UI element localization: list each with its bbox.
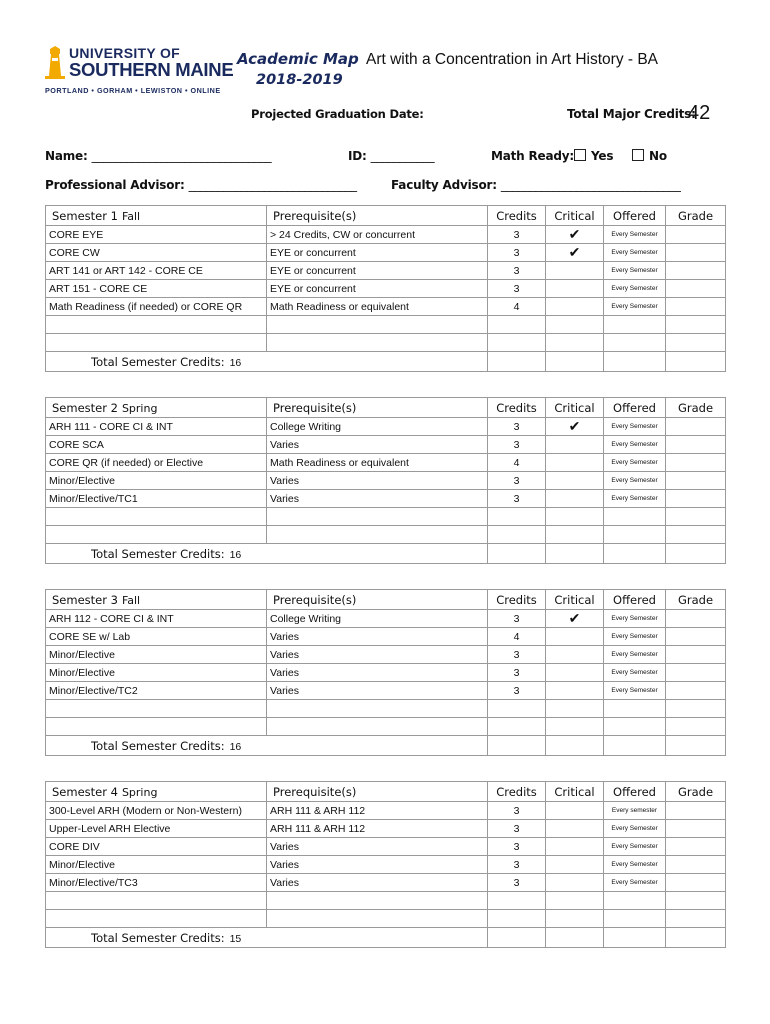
course-cell: 300-Level ARH (Modern or Non-Western) — [46, 802, 267, 820]
name-label — [45, 149, 271, 163]
critical-check-icon — [546, 682, 604, 700]
total-value: 16 — [229, 356, 242, 369]
prereq-cell: Varies — [267, 628, 488, 646]
blank-course-cell[interactable] — [46, 316, 267, 334]
grade-cell[interactable] — [666, 226, 726, 244]
semester-season: Fall — [121, 209, 141, 223]
credits-cell: 4 — [488, 298, 546, 316]
offered-cell: Every Semester — [604, 664, 666, 682]
blank-credits-cell[interactable] — [488, 334, 546, 352]
semester-season: Fall — [121, 593, 141, 607]
offered-cell: Every Semester — [604, 490, 666, 508]
credits-cell: 3 — [488, 820, 546, 838]
id-label-text: ID: — [348, 149, 367, 163]
offered-cell: Every Semester — [604, 874, 666, 892]
offered-header: Offered — [604, 206, 666, 226]
semester-title — [46, 782, 267, 802]
program-title: Art with a Concentration in Art History - BA — [366, 51, 659, 68]
offered-cell: Every Semester — [604, 820, 666, 838]
semester-season: Spring — [121, 785, 158, 799]
offered-cell: Every Semester — [604, 262, 666, 280]
semester-table — [45, 781, 726, 948]
critical-check-icon — [546, 646, 604, 664]
projected-graduation-label: Projected Graduation Date: — [251, 107, 424, 121]
yes-label: Yes — [591, 149, 614, 163]
blank-row — [46, 910, 726, 928]
critical-check-icon — [546, 472, 604, 490]
credits-cell: 3 — [488, 436, 546, 454]
course-row — [46, 436, 726, 454]
blank-grade-cell[interactable] — [666, 526, 726, 544]
course-cell: ART 151 - CORE CE — [46, 280, 267, 298]
course-row — [46, 802, 726, 820]
credits-cell: 3 — [488, 610, 546, 628]
blank-prereq-cell[interactable] — [267, 892, 488, 910]
course-cell: Minor/Elective — [46, 664, 267, 682]
grade-cell[interactable] — [666, 838, 726, 856]
offered-cell: Every Semester — [604, 646, 666, 664]
total-row — [46, 736, 726, 756]
offered-cell: Every Semester — [604, 280, 666, 298]
offered-cell: Every Semester — [604, 226, 666, 244]
blank-critical-cell[interactable] — [546, 526, 604, 544]
blank-critical-cell[interactable] — [546, 910, 604, 928]
total-semester-credits — [46, 928, 488, 948]
critical-check-icon — [546, 628, 604, 646]
professional-advisor-field[interactable]: _____________________________ — [188, 178, 357, 192]
critical-check-icon — [546, 262, 604, 280]
offered-cell: Every semester — [604, 802, 666, 820]
table-header-row — [46, 398, 726, 418]
blank-prereq-cell[interactable] — [267, 910, 488, 928]
blank-offered-cell[interactable] — [604, 892, 666, 910]
total-row — [46, 544, 726, 564]
course-cell: Minor/Elective/TC1 — [46, 490, 267, 508]
course-cell: CORE DIV — [46, 838, 267, 856]
blank-offered-cell[interactable] — [604, 508, 666, 526]
prereq-cell: EYE or concurrent — [267, 262, 488, 280]
blank-grade-cell[interactable] — [666, 334, 726, 352]
blank-critical-cell[interactable] — [546, 508, 604, 526]
blank-offered-cell[interactable] — [604, 910, 666, 928]
prereq-cell: Varies — [267, 874, 488, 892]
course-cell: CORE SE w/ Lab — [46, 628, 267, 646]
course-cell: ARH 112 - CORE CI & INT — [46, 610, 267, 628]
course-cell: ARH 111 - CORE CI & INT — [46, 418, 267, 436]
course-row — [46, 682, 726, 700]
total-label: Total Semester Credits: — [91, 930, 225, 945]
course-cell: Math Readiness (if needed) or CORE QR — [46, 298, 267, 316]
blank-credits-cell[interactable] — [488, 910, 546, 928]
prereq-cell: ARH 111 & ARH 112 — [267, 820, 488, 838]
grade-header: Grade — [666, 206, 726, 226]
credits-cell: 3 — [488, 490, 546, 508]
grade-header: Grade — [666, 782, 726, 802]
blank-offered-cell[interactable] — [604, 316, 666, 334]
offered-cell: Every Semester — [604, 856, 666, 874]
course-cell: CORE CW — [46, 244, 267, 262]
no-label: No — [649, 149, 667, 163]
blank-row — [46, 316, 726, 334]
prereq-header: Prerequisite(s) — [267, 590, 488, 610]
usm-lighthouse-icon — [45, 46, 65, 80]
critical-header: Critical — [546, 590, 604, 610]
academic-year: 2018-2019 — [256, 72, 343, 88]
course-row — [46, 856, 726, 874]
logo-campuses: PORTLAND • GORHAM • LEWISTON • ONLINE — [45, 86, 221, 95]
course-cell: Minor/Elective/TC3 — [46, 874, 267, 892]
grade-cell[interactable] — [666, 280, 726, 298]
blank-grade-cell[interactable] — [666, 316, 726, 334]
grade-cell[interactable] — [666, 856, 726, 874]
blank-critical-cell[interactable] — [546, 700, 604, 718]
grade-cell[interactable] — [666, 802, 726, 820]
total-critical-cell — [546, 352, 604, 372]
offered-cell: Every Semester — [604, 472, 666, 490]
blank-row — [46, 334, 726, 352]
name-label-text: Name: — [45, 149, 88, 163]
name-field[interactable]: _______________________________ — [91, 149, 272, 163]
prereq-cell: Varies — [267, 436, 488, 454]
semester-title — [46, 398, 267, 418]
offered-cell: Every Semester — [604, 628, 666, 646]
prereq-header: Prerequisite(s) — [267, 206, 488, 226]
critical-check-icon — [546, 298, 604, 316]
semester-season: Spring — [121, 401, 158, 415]
total-offered-cell — [604, 544, 666, 564]
credits-cell: 3 — [488, 262, 546, 280]
credits-cell: 3 — [488, 874, 546, 892]
critical-header: Critical — [546, 206, 604, 226]
credits-header: Credits — [488, 206, 546, 226]
table-header-row — [46, 782, 726, 802]
course-cell: Minor/Elective/TC2 — [46, 682, 267, 700]
blank-grade-cell[interactable] — [666, 718, 726, 736]
table-header-row — [46, 590, 726, 610]
total-value: 15 — [229, 932, 242, 945]
critical-check-icon — [546, 802, 604, 820]
course-row — [46, 280, 726, 298]
course-cell: CORE EYE — [46, 226, 267, 244]
blank-course-cell[interactable] — [46, 700, 267, 718]
blank-prereq-cell[interactable] — [267, 508, 488, 526]
offered-cell: Every Semester — [604, 838, 666, 856]
offered-cell: Every Semester — [604, 298, 666, 316]
grade-cell[interactable] — [666, 472, 726, 490]
total-major-credits-value: 42 — [688, 102, 711, 124]
usm-logo — [45, 45, 234, 100]
semester-title-text: Semester 3 — [52, 592, 118, 607]
grade-cell[interactable] — [666, 628, 726, 646]
critical-check-icon — [546, 664, 604, 682]
blank-row — [46, 508, 726, 526]
blank-course-cell[interactable] — [46, 526, 267, 544]
blank-offered-cell[interactable] — [604, 526, 666, 544]
math-ready-label: Math Ready: — [491, 149, 574, 163]
course-row — [46, 628, 726, 646]
course-row — [46, 646, 726, 664]
yes-checkbox[interactable] — [574, 149, 586, 161]
credits-header: Credits — [488, 590, 546, 610]
credits-cell: 3 — [488, 472, 546, 490]
prereq-cell: Math Readiness or equivalent — [267, 298, 488, 316]
course-row — [46, 610, 726, 628]
total-offered-cell — [604, 352, 666, 372]
offered-cell: Every Semester — [604, 682, 666, 700]
grade-cell[interactable] — [666, 682, 726, 700]
blank-prereq-cell[interactable] — [267, 700, 488, 718]
grade-cell[interactable] — [666, 298, 726, 316]
blank-credits-cell[interactable] — [488, 316, 546, 334]
critical-header: Critical — [546, 782, 604, 802]
grade-cell[interactable] — [666, 610, 726, 628]
total-critical-cell — [546, 736, 604, 756]
critical-check-icon: ✔ — [546, 610, 604, 628]
blank-prereq-cell[interactable] — [267, 334, 488, 352]
blank-credits-cell[interactable] — [488, 526, 546, 544]
prereq-cell: > 24 Credits, CW or concurrent — [267, 226, 488, 244]
blank-offered-cell[interactable] — [604, 700, 666, 718]
course-row — [46, 664, 726, 682]
critical-check-icon — [546, 856, 604, 874]
prereq-cell: Varies — [267, 856, 488, 874]
prereq-cell: ARH 111 & ARH 112 — [267, 802, 488, 820]
blank-row — [46, 892, 726, 910]
credits-cell: 4 — [488, 628, 546, 646]
grade-cell[interactable] — [666, 874, 726, 892]
credits-cell: 3 — [488, 244, 546, 262]
critical-check-icon: ✔ — [546, 244, 604, 262]
course-row — [46, 262, 726, 280]
semester-table — [45, 397, 726, 564]
prereq-cell: Varies — [267, 838, 488, 856]
total-label: Total Semester Credits: — [91, 354, 225, 369]
blank-grade-cell[interactable] — [666, 892, 726, 910]
grade-cell[interactable] — [666, 664, 726, 682]
grade-cell[interactable] — [666, 490, 726, 508]
course-cell: Upper-Level ARH Elective — [46, 820, 267, 838]
grade-cell[interactable] — [666, 244, 726, 262]
grade-cell[interactable] — [666, 820, 726, 838]
total-offered-cell — [604, 736, 666, 756]
prereq-cell: Varies — [267, 490, 488, 508]
blank-prereq-cell[interactable] — [267, 316, 488, 334]
semester-title-text: Semester 2 — [52, 400, 118, 415]
offered-header: Offered — [604, 782, 666, 802]
blank-offered-cell[interactable] — [604, 718, 666, 736]
total-row — [46, 352, 726, 372]
critical-check-icon — [546, 454, 604, 472]
critical-check-icon — [546, 436, 604, 454]
course-cell: Minor/Elective — [46, 856, 267, 874]
semester-title — [46, 590, 267, 610]
credits-cell: 3 — [488, 802, 546, 820]
prereq-cell: EYE or concurrent — [267, 244, 488, 262]
blank-course-cell[interactable] — [46, 508, 267, 526]
total-credits-cell — [488, 736, 546, 756]
total-critical-cell — [546, 928, 604, 948]
credits-cell: 3 — [488, 838, 546, 856]
blank-credits-cell[interactable] — [488, 508, 546, 526]
total-grade-cell — [666, 544, 726, 564]
total-label: Total Semester Credits: — [91, 546, 225, 561]
prereq-cell: EYE or concurrent — [267, 280, 488, 298]
course-row — [46, 226, 726, 244]
prereq-cell: College Writing — [267, 610, 488, 628]
credits-cell: 3 — [488, 664, 546, 682]
credits-cell: 3 — [488, 226, 546, 244]
grade-cell[interactable] — [666, 418, 726, 436]
logo-line-university: UNIVERSITY OF — [69, 45, 180, 61]
course-row — [46, 838, 726, 856]
table-header-row — [46, 206, 726, 226]
total-semester-credits — [46, 352, 488, 372]
grade-cell[interactable] — [666, 436, 726, 454]
prereq-cell: Varies — [267, 646, 488, 664]
blank-row — [46, 700, 726, 718]
offered-cell: Every Semester — [604, 610, 666, 628]
total-credits-cell — [488, 544, 546, 564]
total-row — [46, 928, 726, 948]
course-row — [46, 490, 726, 508]
credits-cell: 3 — [488, 682, 546, 700]
course-row — [46, 244, 726, 262]
total-major-credits-label: Total Major Credits: — [567, 107, 696, 121]
blank-course-cell[interactable] — [46, 334, 267, 352]
offered-header: Offered — [604, 590, 666, 610]
blank-critical-cell[interactable] — [546, 718, 604, 736]
semester-title-text: Semester 1 — [52, 208, 118, 223]
critical-check-icon — [546, 838, 604, 856]
blank-course-cell[interactable] — [46, 718, 267, 736]
offered-cell: Every Semester — [604, 454, 666, 472]
offered-header: Offered — [604, 398, 666, 418]
credits-cell: 4 — [488, 454, 546, 472]
blank-prereq-cell[interactable] — [267, 718, 488, 736]
critical-check-icon — [546, 820, 604, 838]
math-ready-no[interactable] — [632, 149, 667, 163]
offered-cell: Every Semester — [604, 418, 666, 436]
semester-title-text: Semester 4 — [52, 784, 118, 799]
faculty-advisor-label — [391, 178, 681, 192]
math-ready-yes[interactable] — [574, 149, 613, 163]
semester-table — [45, 205, 726, 372]
grade-cell[interactable] — [666, 454, 726, 472]
credits-cell: 3 — [488, 646, 546, 664]
total-offered-cell — [604, 928, 666, 948]
blank-row — [46, 526, 726, 544]
course-row — [46, 298, 726, 316]
total-grade-cell — [666, 928, 726, 948]
blank-credits-cell[interactable] — [488, 718, 546, 736]
total-semester-credits — [46, 544, 488, 564]
credits-cell: 3 — [488, 418, 546, 436]
id-field[interactable]: ___________ — [370, 149, 435, 163]
course-cell: CORE QR (if needed) or Elective — [46, 454, 267, 472]
blank-critical-cell[interactable] — [546, 316, 604, 334]
course-row — [46, 874, 726, 892]
semester-title — [46, 206, 267, 226]
course-row — [46, 472, 726, 490]
critical-check-icon — [546, 874, 604, 892]
credits-cell: 3 — [488, 856, 546, 874]
credits-cell: 3 — [488, 280, 546, 298]
grade-header: Grade — [666, 590, 726, 610]
no-checkbox[interactable] — [632, 149, 644, 161]
prereq-cell: College Writing — [267, 418, 488, 436]
total-label: Total Semester Credits: — [91, 738, 225, 753]
blank-critical-cell[interactable] — [546, 334, 604, 352]
critical-check-icon: ✔ — [546, 418, 604, 436]
blank-grade-cell[interactable] — [666, 508, 726, 526]
blank-row — [46, 718, 726, 736]
total-value: 16 — [229, 548, 242, 561]
prereq-cell: Math Readiness or equivalent — [267, 454, 488, 472]
semester-table — [45, 589, 726, 756]
total-value: 16 — [229, 740, 242, 753]
prereq-cell: Varies — [267, 664, 488, 682]
blank-course-cell[interactable] — [46, 892, 267, 910]
grade-cell[interactable] — [666, 646, 726, 664]
faculty-advisor-field[interactable]: _______________________________ — [500, 178, 681, 192]
total-grade-cell — [666, 352, 726, 372]
course-row — [46, 820, 726, 838]
total-semester-credits — [46, 736, 488, 756]
total-credits-cell — [488, 928, 546, 948]
blank-credits-cell[interactable] — [488, 700, 546, 718]
blank-prereq-cell[interactable] — [267, 526, 488, 544]
critical-check-icon — [546, 280, 604, 298]
academic-map-label: Academic Map — [237, 50, 359, 68]
blank-offered-cell[interactable] — [604, 334, 666, 352]
credits-header: Credits — [488, 398, 546, 418]
logo-line-southern-maine: SOUTHERN MAINE — [69, 59, 234, 80]
course-cell: ART 141 or ART 142 - CORE CE — [46, 262, 267, 280]
prereq-cell: Varies — [267, 472, 488, 490]
blank-critical-cell[interactable] — [546, 892, 604, 910]
total-credits-cell — [488, 352, 546, 372]
offered-cell: Every Semester — [604, 436, 666, 454]
course-row — [46, 454, 726, 472]
course-cell: Minor/Elective — [46, 646, 267, 664]
faculty-advisor-label-text: Faculty Advisor: — [391, 178, 497, 192]
id-label — [348, 149, 434, 163]
course-cell: Minor/Elective — [46, 472, 267, 490]
total-grade-cell — [666, 736, 726, 756]
grade-header: Grade — [666, 398, 726, 418]
blank-credits-cell[interactable] — [488, 892, 546, 910]
critical-check-icon: ✔ — [546, 226, 604, 244]
blank-grade-cell[interactable] — [666, 910, 726, 928]
critical-header: Critical — [546, 398, 604, 418]
professional-advisor-label-text: Professional Advisor: — [45, 178, 185, 192]
credits-header: Credits — [488, 782, 546, 802]
blank-grade-cell[interactable] — [666, 700, 726, 718]
course-cell: CORE SCA — [46, 436, 267, 454]
course-row — [46, 418, 726, 436]
blank-course-cell[interactable] — [46, 910, 267, 928]
offered-cell: Every Semester — [604, 244, 666, 262]
grade-cell[interactable] — [666, 262, 726, 280]
professional-advisor-label — [45, 178, 357, 192]
prereq-cell: Varies — [267, 682, 488, 700]
prereq-header: Prerequisite(s) — [267, 398, 488, 418]
critical-check-icon — [546, 490, 604, 508]
prereq-header: Prerequisite(s) — [267, 782, 488, 802]
total-critical-cell — [546, 544, 604, 564]
